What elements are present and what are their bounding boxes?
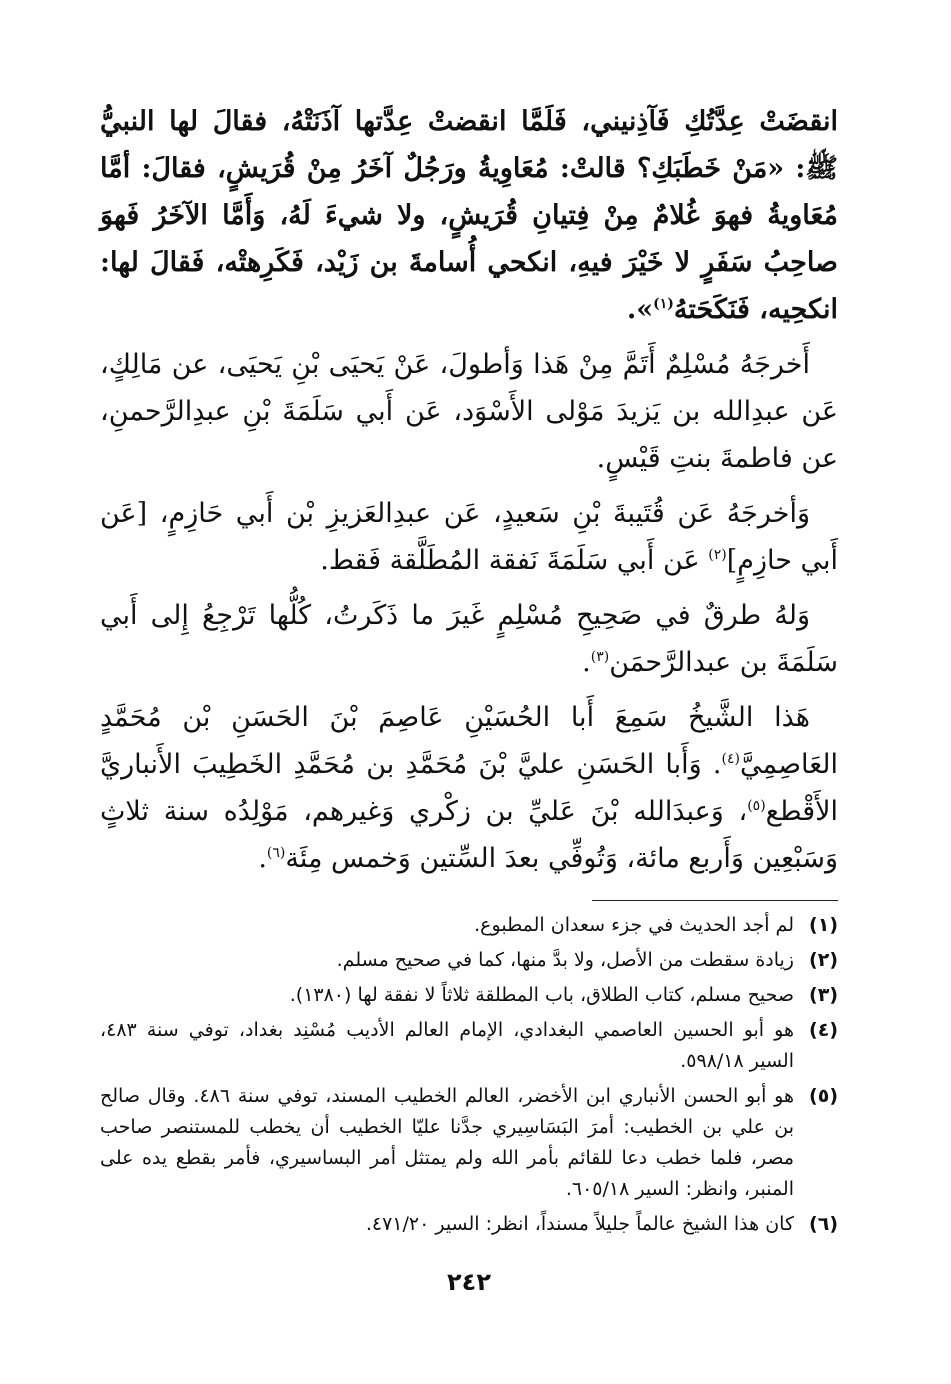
takhrij-paragraph-3 [100, 592, 838, 686]
footnote-number: (٢) [809, 949, 838, 971]
footnote-ref-1: (١) [653, 296, 674, 312]
footnote-1 [100, 910, 838, 941]
footnote-ref-2: (٢) [708, 547, 727, 563]
takhrij-text-3-end: . [582, 647, 591, 678]
footnote-separator [592, 900, 838, 901]
main-text [100, 98, 838, 882]
footnote-text: كان هذا الشيخ عالماً جليلاً مسنداً، انظر: السير ٤٧١/٢٠. [365, 1213, 794, 1235]
takhrij-text-2: وَأخرجَهُ عَن قُتَيبةَ بْنِ سَعيدٍ، عَن عبدِالعَزيزِ بْن أَبي حَازِمٍ، [عَن أَبي حازِمٍ] [100, 498, 838, 576]
biography-text-c: ، وَعبدَالله بْنَ عَليِّ بن زكْري وَغيرهم، مَوْلِدُه سنة ثلاثٍ وَسَبْعِين وَأَربع مائة، وَتُوفِّي بعدَ السِّتين وَخمس مِئَة [100, 796, 838, 874]
footnote-5 [100, 1081, 838, 1205]
footnote-ref-4: (٤) [721, 751, 740, 767]
footnote-number: (٦) [809, 1213, 838, 1235]
biography-paragraph [100, 694, 838, 882]
footnote-number: (١) [809, 914, 838, 936]
biography-text-b: . وَأَبا الحَسَنِ عليَّ بْنَ مُحَمَّدِ بن مُحَمَّدِ الخَطِيبَ الأَنباريَّ الأَقْطع [100, 749, 838, 827]
takhrij-text-1: أَخرجَهُ مُسْلِمٌ أَتَمَّ مِنْ هَذا وَأطولَ، عَنْ يَحيَى بْنِ يَحيَى، عن مَالِكٍ، عَن عبدِالله بن يَزيدَ مَوْلى الأَسْوَد، عَن أَبي سَلَمَةَ بْنِ عبدِالرَّحمنِ، عن فاطمةَ بنتِ قَيْسٍ. [100, 349, 838, 474]
footnote-text: صحيح مسلم، كتاب الطلاق، باب المطلقة ثلاثاً لا نفقة لها (١٣٨٠). [289, 984, 794, 1006]
takhrij-paragraph-2 [100, 490, 838, 584]
footnote-ref-6: (٦) [266, 845, 286, 861]
footnote-number: (٣) [809, 984, 838, 1006]
footnote-2 [100, 945, 838, 976]
takhrij-paragraph-1 [100, 341, 838, 482]
footnotes [100, 910, 838, 1244]
footnote-text: لم أجد الحديث في جزء سعدان المطبوع. [474, 914, 794, 936]
takhrij-text-3: وَلهُ طرقٌ في صَحِيحِ مُسْلِمٍ غَيرَ ما ذَكَرتُ، كُلُّها تَرْجِعُ إِلى أَبي سَلَمَةَ بن عبدالرَّحمَن [100, 600, 838, 678]
footnote-4 [100, 1015, 838, 1077]
page-number: ٢٤٢ [447, 1268, 491, 1296]
footnote-ref-3: (٣) [590, 649, 610, 665]
hadith-text: انقضَتْ عِدَّتُكِ فَآذِنيني، فَلَمَّا انقضتْ عِدَّتها آذَنَتْهُ، فقالَ لها النبيُّ ﷺ: «مَنْ خَطَبَكِ؟ قالتْ: مُعَاوِيةُ ورَجُلٌ آخَرُ مِنْ قُرَيشٍ، فقالَ: أمَّا مُعَاويةُ فهوَ غُلامٌ مِنْ فِتيانِ قُرَيشٍ، ولا شيءَ لَهُ، وَأَمَّا الآخَرُ فَهوَ صاحِبُ سَفَرٍ لا خَيْرَ فيهِ، انكحي أُسامةَ بن زَيْد، فَكَرِهتْه، فَقالَ لها: انكحِيه، فَنَكَحَتهُ [100, 106, 838, 325]
footnote-number: (٥) [809, 1085, 838, 1107]
footnote-text: هو أبو الحسين العاصمي البغدادي، الإمام العالم الأديب مُسْنِد بغداد، توفي سنة ٤٨٣، السير ٥٩٨/١٨. [100, 1019, 794, 1072]
takhrij-text-2-end: عَن أَبي سَلَمَةَ نَفقة المُطَلَّقة فَقط. [320, 545, 709, 576]
footnote-text: هو أبو الحسن الأنباري ابن الأخضر، العالم الخطيب المسند، توفي سنة ٤٨٦. وقال صالح بن علي بن الخطيب: أمرَ البَسَاسِيري جدَّنا عليّا الخطيب أن يخطب للمستنصر صاحب مصر، فلما خطب دعا للقائم بأمر الله ولم يمتثل أمر البساسيري، فأمر بقطع يده على المنبر، وانظر: السير ٦٠٥/١٨. [100, 1085, 795, 1200]
hadith-paragraph [100, 98, 838, 333]
footnote-6 [100, 1209, 838, 1240]
biography-text-a: هَذا الشَّيخُ سَمِعَ أَبا الحُسَيْنِ عَاصِمَ بْنَ الحَسَنِ بْن مُحَمَّدٍ العَاصِمِيَّ [100, 702, 838, 780]
biography-end: . [258, 843, 267, 874]
footnote-3 [100, 980, 838, 1011]
footnote-text: زيادة سقطت من الأصل، ولا بدَّ منها، كما في صحيح مسلم. [336, 949, 794, 971]
book-page [100, 98, 838, 1338]
footnote-number: (٤) [809, 1019, 838, 1041]
hadith-end: ». [626, 294, 654, 325]
footnote-ref-5: (٥) [747, 798, 766, 814]
